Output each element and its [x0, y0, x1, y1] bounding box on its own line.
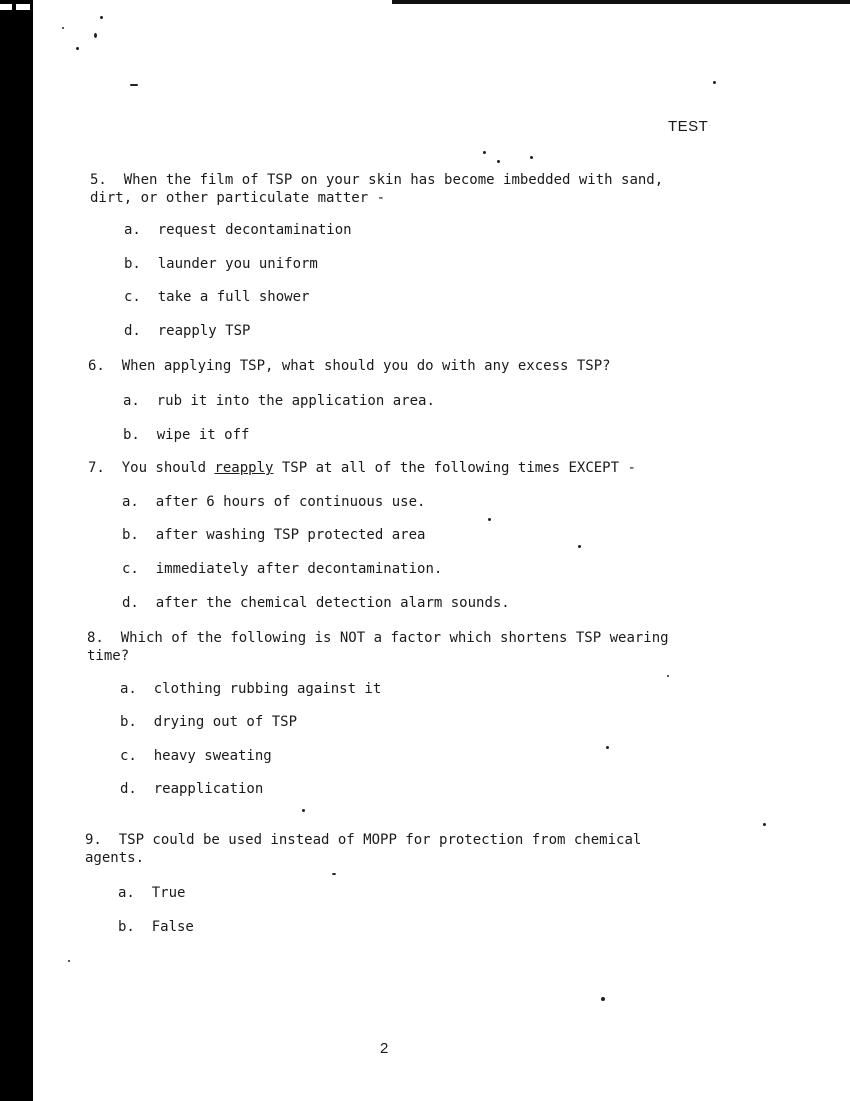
question-5 — [90, 171, 663, 189]
question-text: You should — [121, 460, 215, 476]
scan-speck — [713, 81, 716, 84]
option-letter: b. — [123, 427, 140, 443]
option-text: launder you uniform — [157, 256, 318, 272]
question-text: When the film of TSP on your skin has become imbedded with sand, — [123, 172, 664, 188]
option-text: clothing rubbing against it — [153, 681, 382, 697]
scan-speck — [601, 997, 605, 1001]
option — [118, 918, 194, 936]
option-letter: a. — [124, 222, 141, 238]
option — [122, 560, 442, 578]
option-letter: c. — [120, 748, 137, 764]
question-9 — [85, 831, 641, 849]
page-number: 2 — [380, 1040, 389, 1057]
option-letter: d. — [124, 323, 141, 339]
option-text: after washing TSP protected area — [155, 527, 426, 543]
scan-speck — [76, 47, 79, 50]
page-label: TEST — [668, 118, 709, 135]
question-text: When applying TSP, what should you do with any excess TSP? — [121, 358, 611, 374]
scan-speck — [578, 545, 581, 548]
scan-corner-mark — [16, 4, 30, 10]
option-letter: d. — [122, 595, 139, 611]
option-text: immediately after decontamination. — [155, 561, 443, 577]
option — [124, 322, 250, 340]
option-text: drying out of TSP — [153, 714, 298, 730]
option-text: wipe it off — [156, 427, 250, 443]
option-letter: a. — [122, 494, 139, 510]
option — [122, 493, 425, 511]
scan-speck — [62, 27, 64, 29]
option-text: after 6 hours of continuous use. — [155, 494, 426, 510]
option-letter: b. — [124, 256, 141, 272]
option — [123, 426, 249, 444]
scan-speck — [488, 518, 491, 521]
option-letter: a. — [120, 681, 137, 697]
option — [124, 221, 352, 239]
scan-speck — [68, 960, 70, 962]
scan-speck — [302, 809, 305, 812]
option-text: take a full shower — [157, 289, 310, 305]
option-text: request decontamination — [157, 222, 352, 238]
question-number: 5. — [90, 172, 107, 188]
option-letter: b. — [118, 919, 135, 935]
question-text: TSP at all of the following times EXCEPT - — [273, 460, 636, 476]
option-letter: c. — [124, 289, 141, 305]
option-text: reapply TSP — [157, 323, 251, 339]
scan-speck — [332, 873, 336, 875]
scan-speck — [94, 33, 97, 38]
question-7 — [88, 459, 636, 477]
question-number: 6. — [88, 358, 105, 374]
option-letter: a. — [123, 393, 140, 409]
question-5-continued: dirt, or other particulate matter - — [90, 190, 386, 206]
option-text: after the chemical detection alarm sounds. — [155, 595, 510, 611]
option — [122, 594, 510, 612]
option-text: rub it into the application area. — [156, 393, 435, 409]
question-text: TSP could be used instead of MOPP for protection from chemical — [118, 832, 642, 848]
question-6 — [88, 357, 611, 375]
scan-speck — [100, 16, 103, 19]
question-number: 9. — [85, 832, 102, 848]
scan-speck — [130, 84, 138, 86]
scan-speck — [497, 160, 500, 163]
option-text: False — [151, 919, 194, 935]
option — [120, 713, 297, 731]
question-9-continued: agents. — [85, 850, 145, 866]
option — [124, 255, 318, 273]
option-letter: d. — [120, 781, 137, 797]
question-text: Which of the following is NOT a factor which shortens TSP wearing — [120, 630, 669, 646]
question-8 — [87, 629, 669, 647]
option — [120, 747, 272, 765]
option-letter: c. — [122, 561, 139, 577]
option — [120, 680, 381, 698]
option-text: heavy sweating — [153, 748, 272, 764]
scan-speck — [667, 675, 669, 677]
option — [120, 780, 263, 798]
scan-speck — [763, 823, 766, 826]
question-8-continued: time? — [87, 648, 130, 664]
option — [118, 884, 185, 902]
question-number: 7. — [88, 460, 105, 476]
question-number: 8. — [87, 630, 104, 646]
scan-corner-mark — [0, 4, 12, 10]
option — [122, 526, 425, 544]
option-text: reapplication — [153, 781, 264, 797]
option — [124, 288, 309, 306]
question-text-emphasis: reapply — [214, 460, 274, 476]
option — [123, 392, 435, 410]
scan-speck — [530, 156, 533, 159]
option-letter: b. — [120, 714, 137, 730]
option-letter: b. — [122, 527, 139, 543]
option-letter: a. — [118, 885, 135, 901]
scan-border-left — [0, 0, 33, 1101]
scan-speck — [483, 151, 486, 154]
scan-border-top — [392, 0, 850, 4]
scan-speck — [606, 746, 609, 749]
option-text: True — [151, 885, 186, 901]
